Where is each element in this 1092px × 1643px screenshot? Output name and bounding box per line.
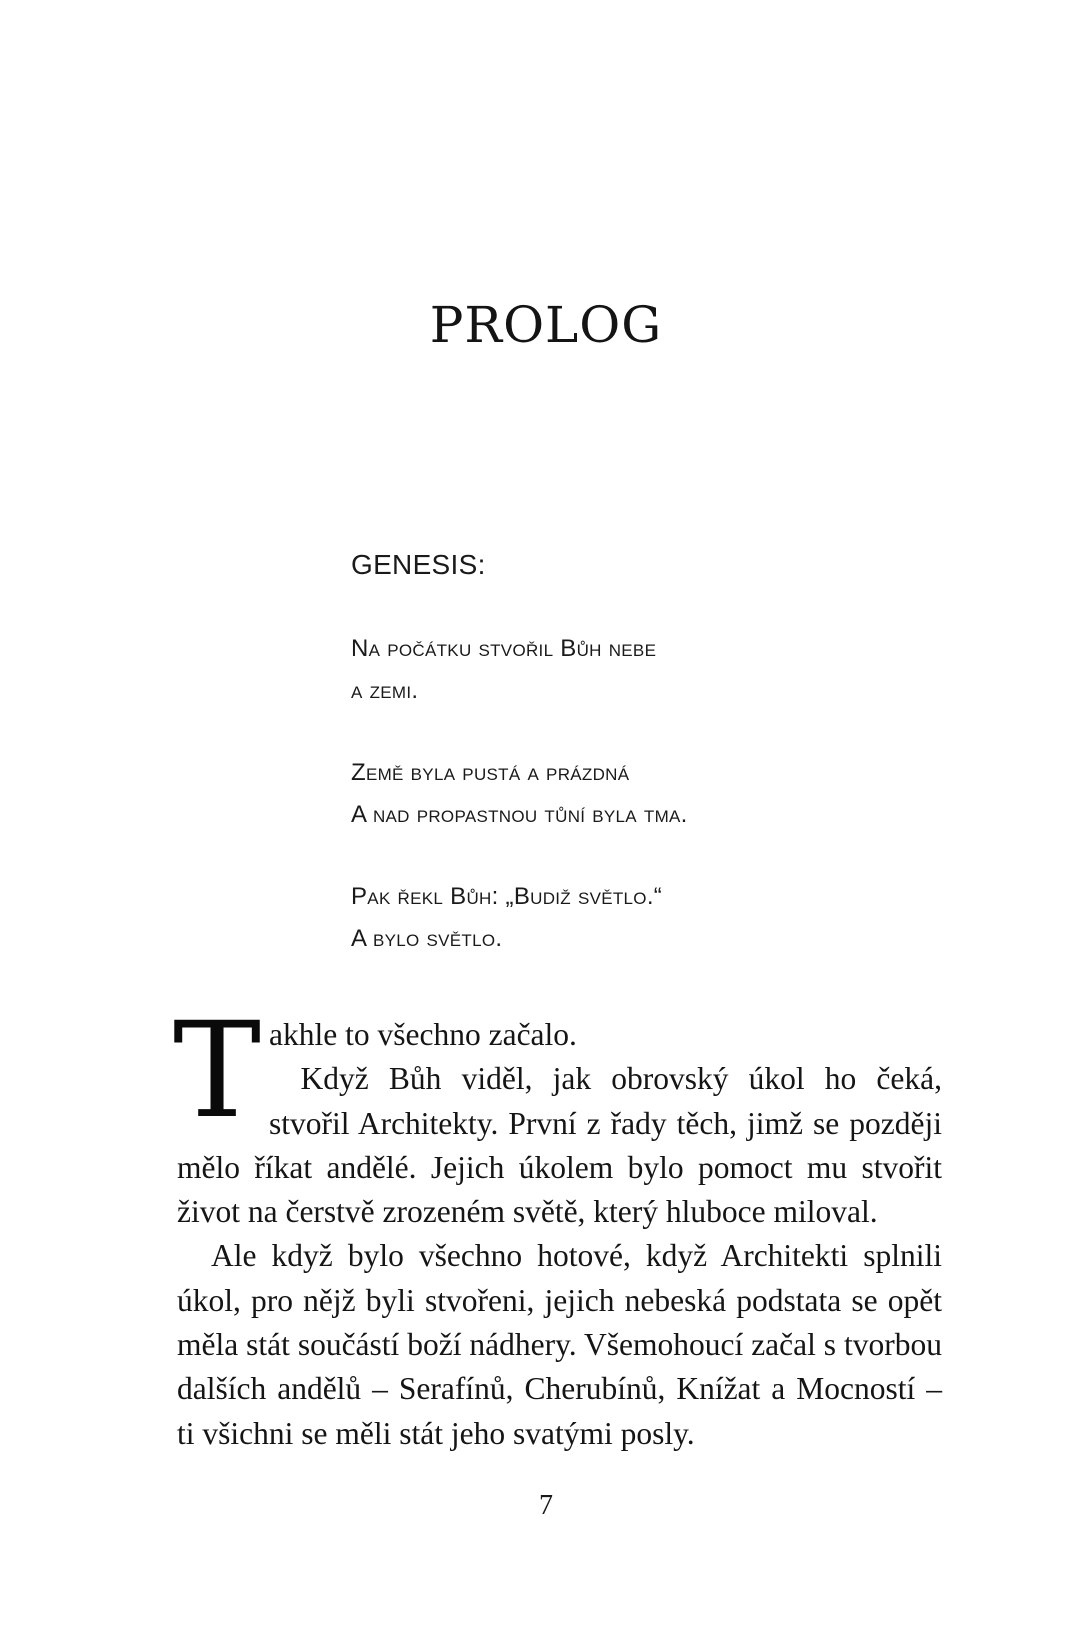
- paragraph-1: [173, 994, 942, 1234]
- epigraph-line: A bylo světlo.: [351, 925, 503, 952]
- epigraph: [351, 548, 951, 1000]
- epigraph-line: a zemi.: [351, 677, 419, 704]
- epigraph-line: Země byla pustá a prázdná: [351, 759, 630, 786]
- epigraph-stanza: [351, 752, 951, 836]
- opening-line: akhle to všechno začalo.: [269, 1017, 577, 1052]
- chapter-title: PROLOG: [429, 296, 663, 354]
- epigraph-line: Na počátku stvořil Bůh nebe: [351, 635, 657, 662]
- epigraph-line: A nad propastnou tůní byla tma.: [351, 801, 688, 828]
- epigraph-stanza: [351, 628, 951, 712]
- epigraph-heading: GENESIS:: [351, 549, 486, 580]
- body-text: [173, 994, 942, 1456]
- paragraph-2: Ale když bylo všechno hotové, když Architekti splnili úkol, pro nějž byli stvořeni, jejich nebeská podstata se opět měla stát součástí boží nádhery. Všemohoucí začal s tvorbou dalších andělů – Serafínů, Cherubínů, Knížat a Mocností – ti všichni se měli stát jeho svatými posly.: [177, 1238, 942, 1451]
- paragraph-1-continuation: [177, 1061, 942, 1229]
- paragraph-1-text: Když Bůh viděl, jak obrovský úkol ho čeká, stvořil Architekty. První z řady těch, jimž se později mělo říkat andělé. Jejich úkolem bylo pomoct mu stvořit život na čerstvě zrozeném světě, který hluboce miloval.: [177, 1061, 942, 1230]
- drop-cap: T: [173, 994, 262, 1148]
- epigraph-stanza: [351, 876, 951, 960]
- epigraph-line: Pak řekl Bůh: „Budiž světlo.“: [351, 883, 663, 910]
- page-number: 7: [539, 1490, 553, 1521]
